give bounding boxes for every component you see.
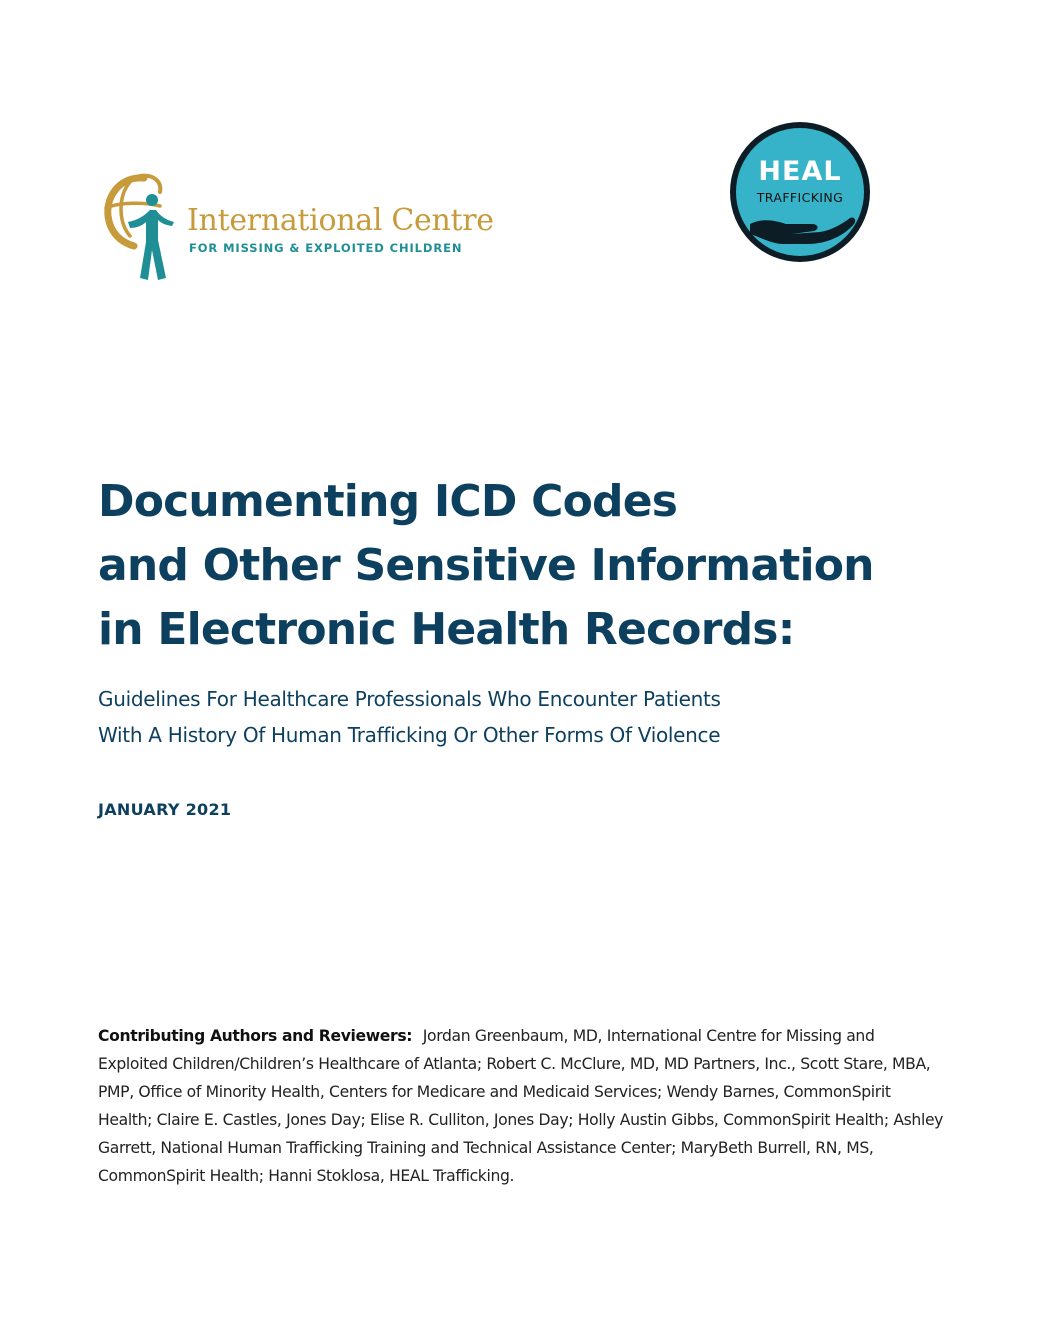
subtitle-line-1: Guidelines For Healthcare Professionals Who Encounter Patients xyxy=(98,687,721,711)
icmec-subtitle: FOR MISSING & EXPLOITED CHILDREN xyxy=(189,241,463,255)
title-line-3: in Electronic Health Records: xyxy=(98,604,795,655)
globe-person-icon xyxy=(100,170,190,285)
contributors-label: Contributing Authors and Reviewers: xyxy=(98,1027,413,1045)
icmec-logo xyxy=(100,170,494,285)
publication-date: JANUARY 2021 xyxy=(98,800,232,819)
title-line-1: Documenting ICD Codes xyxy=(98,476,678,527)
document-subtitle xyxy=(98,681,978,753)
icmec-name: International Centre xyxy=(187,203,494,238)
contributors-list: Jordan Greenbaum, MD, International Centre for Missing and Exploited Children/Children’s Healthcare of Atlanta; Robert C. McClure, MD, MD Partners, Inc., Scott Stare, MBA, PMP, Office of Minority Health, Centers for Medicare and Medicaid Services; Wendy Barnes, CommonSpirit Health; Claire E. Castles, Jones Day; Elise R. Culliton, Jones Day; Holly Austin Gibbs, CommonSpirit Health; Ashley Garrett, National Human Trafficking Training and Technical Assistance Center; MaryBeth Burrell, RN, MS, CommonSpirit Health; Hanni Stoklosa, HEAL Trafficking. xyxy=(98,1027,944,1185)
heal-trafficking-logo xyxy=(728,120,872,264)
subtitle-line-2: With A History Of Human Trafficking Or Other Forms Of Violence xyxy=(98,723,721,747)
heal-wordmark: HEAL xyxy=(758,156,842,187)
title-line-2: and Other Sensitive Information xyxy=(98,540,874,591)
document-title xyxy=(98,470,978,662)
heal-subtitle: TRAFFICKING xyxy=(756,190,844,205)
contributors-paragraph xyxy=(98,1022,948,1190)
